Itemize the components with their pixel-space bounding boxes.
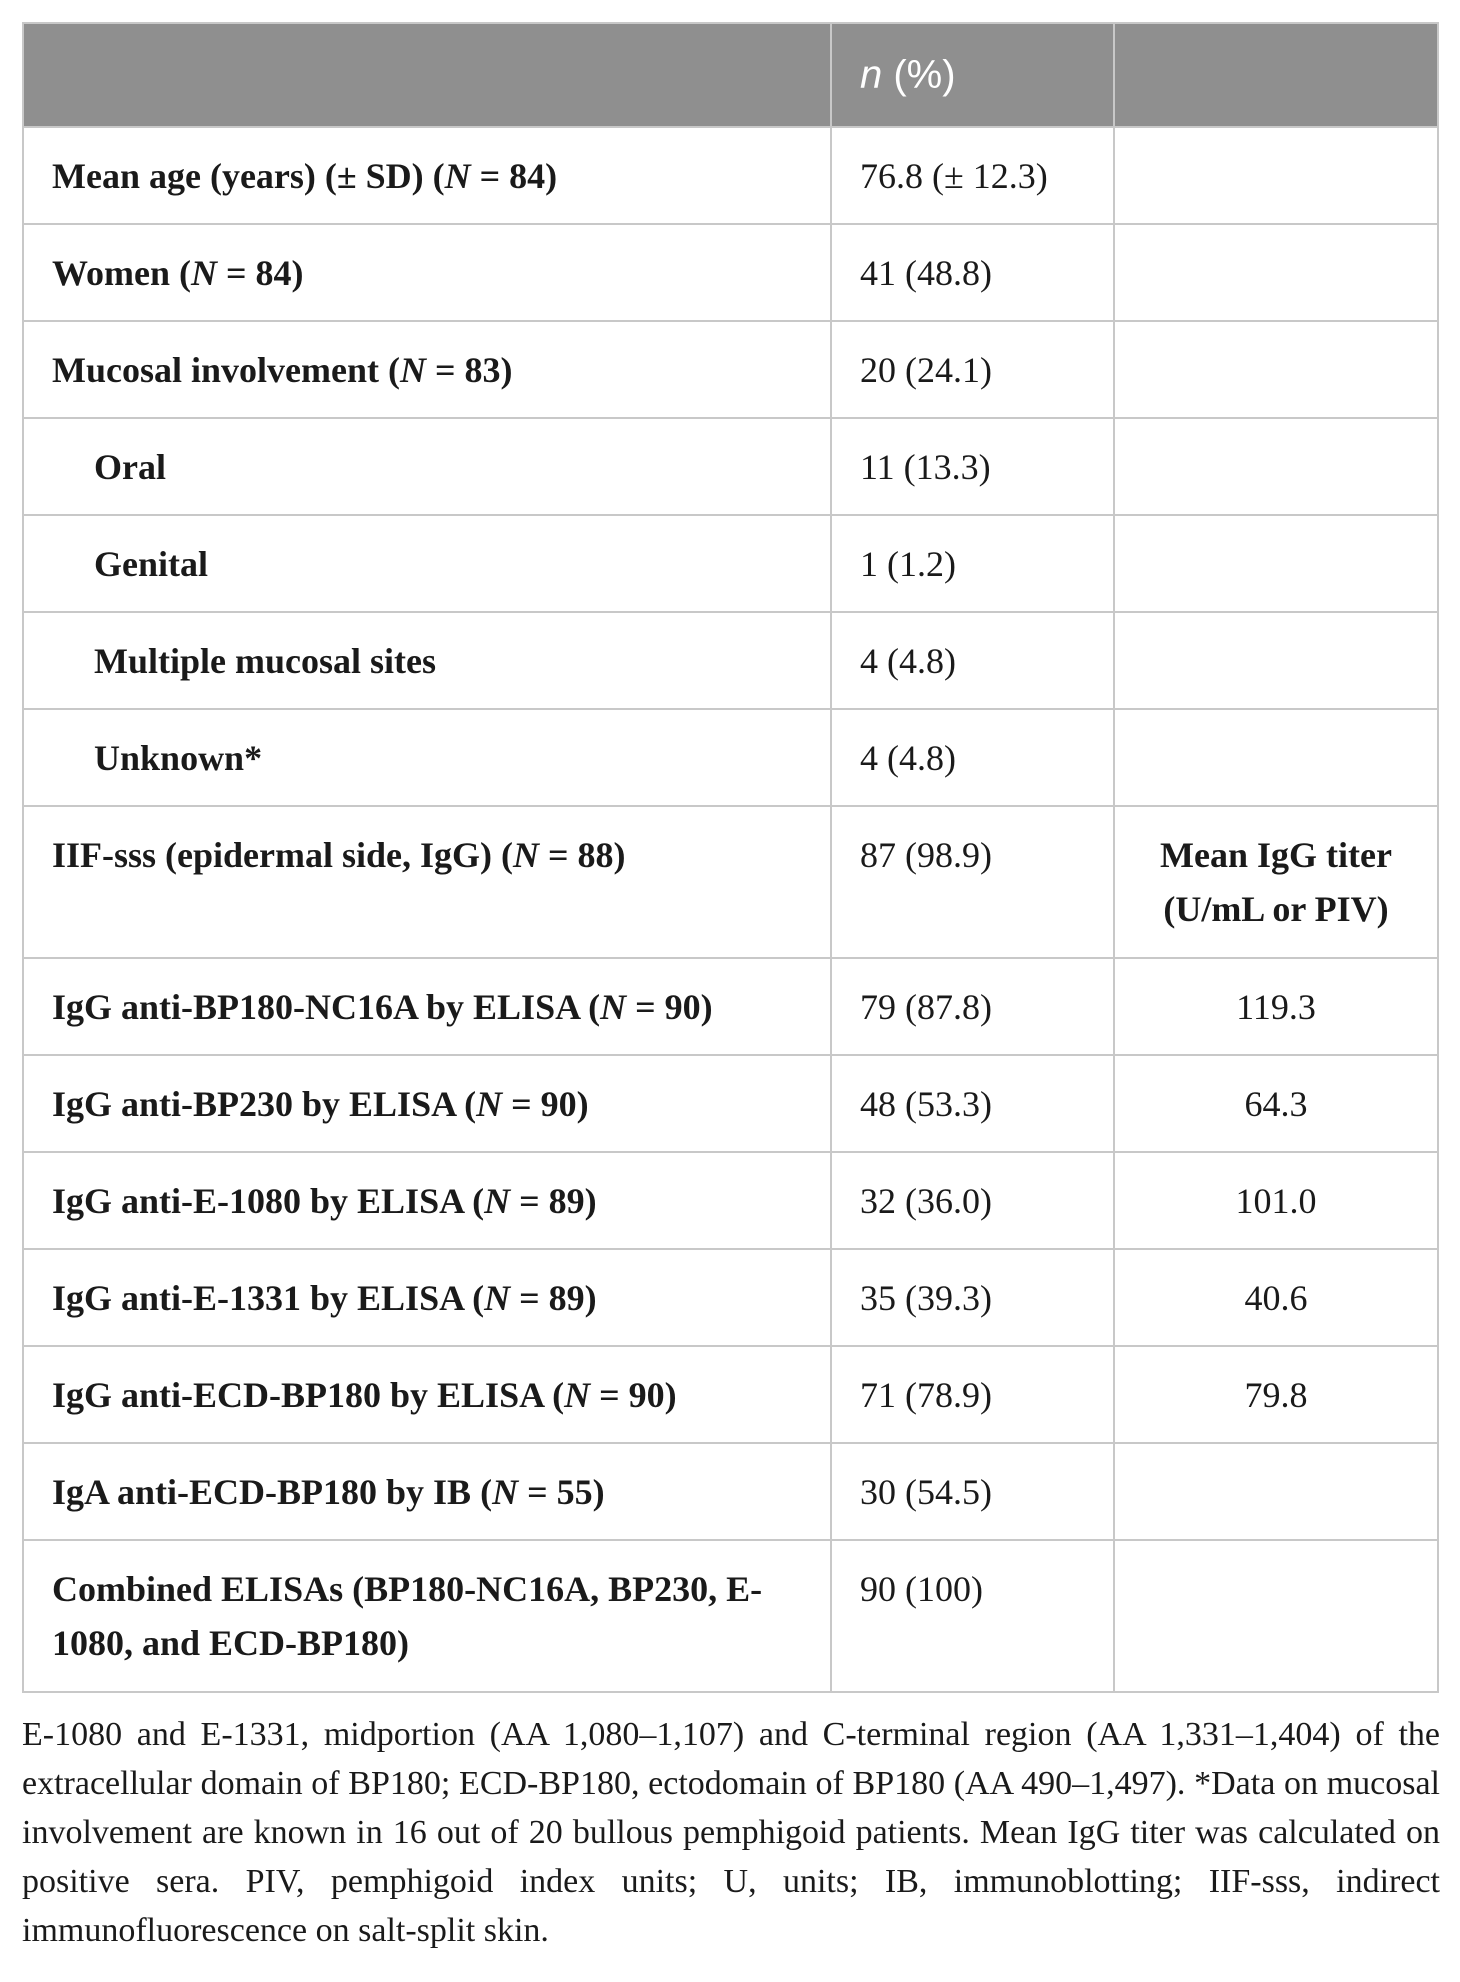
row-titer-value <box>1114 418 1438 515</box>
row-n-variable: N <box>600 987 627 1027</box>
row-label-cell <box>23 1443 831 1540</box>
row-n-variable: N <box>476 1084 503 1124</box>
row-label-cell <box>23 806 831 958</box>
row-label-cell <box>23 709 831 806</box>
table-row <box>23 1055 1438 1152</box>
row-titer-value: 40.6 <box>1114 1249 1438 1346</box>
header-n-italic: n <box>860 53 883 97</box>
header-cell-n-percent <box>831 23 1114 127</box>
table-row <box>23 418 1438 515</box>
row-label: Mean age (years) (± SD) ( <box>52 156 445 196</box>
row-titer-value <box>1114 1443 1438 1540</box>
row-titer-value: 119.3 <box>1114 958 1438 1055</box>
row-titer-value <box>1114 612 1438 709</box>
row-label: IgG anti-E-1080 by ELISA ( <box>52 1181 485 1221</box>
row-n-count: = 90) <box>502 1084 589 1124</box>
row-titer-value: 64.3 <box>1114 1055 1438 1152</box>
row-n-percent-value: 87 (98.9) <box>831 806 1114 958</box>
row-label-cell <box>23 321 831 418</box>
row-label: IgG anti-BP180-NC16A by ELISA ( <box>52 987 601 1027</box>
row-n-variable: N <box>513 835 539 875</box>
row-n-percent-value: 41 (48.8) <box>831 224 1114 321</box>
row-label: Multiple mucosal sites <box>94 641 436 681</box>
row-n-percent-value: 4 (4.8) <box>831 612 1114 709</box>
table-row <box>23 958 1438 1055</box>
table-row <box>23 709 1438 806</box>
patient-characteristics-table <box>22 22 1439 1693</box>
row-label-cell <box>23 418 831 515</box>
header-cell-label <box>23 23 831 127</box>
row-n-percent-value: 11 (13.3) <box>831 418 1114 515</box>
row-label: IgG anti-ECD-BP180 by ELISA ( <box>52 1375 565 1415</box>
row-n-percent-value: 71 (78.9) <box>831 1346 1114 1443</box>
row-n-percent-value: 32 (36.0) <box>831 1152 1114 1249</box>
row-label-cell <box>23 1152 831 1249</box>
row-n-percent-value: 35 (39.3) <box>831 1249 1114 1346</box>
table-row <box>23 224 1438 321</box>
table-footnote: E-1080 and E-1331, midportion (AA 1,080–1,107) and C-terminal region (AA 1,331–1,404) of the extracellular domain of BP180; ECD-BP180, ectodomain of BP180 (AA 490–1,497). *Data on mucosal involvement are known in 16 out of 20 bullous pemphigoid patients. Mean IgG titer was calculated on positive sera. PIV, pemphigoid index units; U, units; IB, immunoblotting; IIF-sss, indirect immunofluorescence on salt-split skin. <box>22 1716 1440 1949</box>
row-n-percent-value: 90 (100) <box>831 1540 1114 1692</box>
row-titer-value <box>1114 321 1438 418</box>
row-label: Genital <box>94 544 208 584</box>
table-row <box>23 1346 1438 1443</box>
table-row <box>23 612 1438 709</box>
table-row <box>23 1152 1438 1249</box>
row-n-count: = 90) <box>590 1375 677 1415</box>
row-label-cell <box>23 612 831 709</box>
row-n-percent-value: 48 (53.3) <box>831 1055 1114 1152</box>
row-n-variable: N <box>484 1278 511 1318</box>
row-n-variable: N <box>492 1472 519 1512</box>
row-n-percent-value: 20 (24.1) <box>831 321 1114 418</box>
row-n-count: = 90) <box>626 987 713 1027</box>
row-titer-value <box>1114 224 1438 321</box>
row-n-count: = 55) <box>518 1472 605 1512</box>
row-n-variable: N <box>191 253 217 293</box>
row-n-percent-value: 30 (54.5) <box>831 1443 1114 1540</box>
row-titer-value: 101.0 <box>1114 1152 1438 1249</box>
row-n-variable: N <box>484 1181 511 1221</box>
table-row <box>23 1443 1438 1540</box>
row-label: IgG anti-BP230 by ELISA ( <box>52 1084 477 1124</box>
row-n-count: = 89) <box>510 1181 597 1221</box>
row-n-count: = 88) <box>539 835 626 875</box>
row-titer-value <box>1114 709 1438 806</box>
row-label: Mucosal involvement ( <box>52 350 400 390</box>
row-n-variable: N <box>399 350 426 390</box>
row-label-cell <box>23 1055 831 1152</box>
row-n-variable: N <box>564 1375 591 1415</box>
row-label-cell <box>23 1540 831 1692</box>
row-label-cell <box>23 224 831 321</box>
row-n-count: = 84) <box>470 156 558 196</box>
row-titer-value <box>1114 515 1438 612</box>
row-n-percent-value: 76.8 (± 12.3) <box>831 127 1114 224</box>
row-n-percent-value: 79 (87.8) <box>831 958 1114 1055</box>
row-n-percent-value: 4 (4.8) <box>831 709 1114 806</box>
table-row <box>23 515 1438 612</box>
header-percent: (%) <box>882 53 956 97</box>
row-label: Combined ELISAs (BP180-NC16A, BP230, E-1080, and ECD-BP180) <box>52 1569 763 1663</box>
row-titer-value: 79.8 <box>1114 1346 1438 1443</box>
table-row <box>23 1540 1438 1692</box>
row-n-count: = 83) <box>425 350 513 390</box>
row-label: IIF-sss (epidermal side, IgG) ( <box>52 835 513 875</box>
table-row <box>23 806 1438 958</box>
row-titer-value <box>1114 127 1438 224</box>
table-row <box>23 127 1438 224</box>
row-label-cell <box>23 1346 831 1443</box>
row-label: IgA anti-ECD-BP180 by IB ( <box>52 1472 493 1512</box>
table-body <box>23 127 1438 1692</box>
row-label: Women ( <box>52 253 191 293</box>
data-table-container <box>22 22 1437 1693</box>
row-n-count: = 89) <box>510 1278 597 1318</box>
row-label-cell <box>23 958 831 1055</box>
row-label: Unknown* <box>94 738 263 778</box>
header-cell-titer <box>1114 23 1438 127</box>
row-n-count: = 84) <box>217 253 304 293</box>
row-label-cell <box>23 127 831 224</box>
titer-column-heading: Mean IgG titer (U/mL or PIV) <box>1114 806 1438 958</box>
row-label-cell <box>23 1249 831 1346</box>
row-n-variable: N <box>444 156 471 196</box>
row-label: Oral <box>94 447 166 487</box>
row-titer-value <box>1114 1540 1438 1692</box>
table-row <box>23 1249 1438 1346</box>
row-label: IgG anti-E-1331 by ELISA ( <box>52 1278 485 1318</box>
table-row <box>23 321 1438 418</box>
row-label-cell <box>23 515 831 612</box>
row-n-percent-value: 1 (1.2) <box>831 515 1114 612</box>
table-header-row <box>23 23 1438 127</box>
